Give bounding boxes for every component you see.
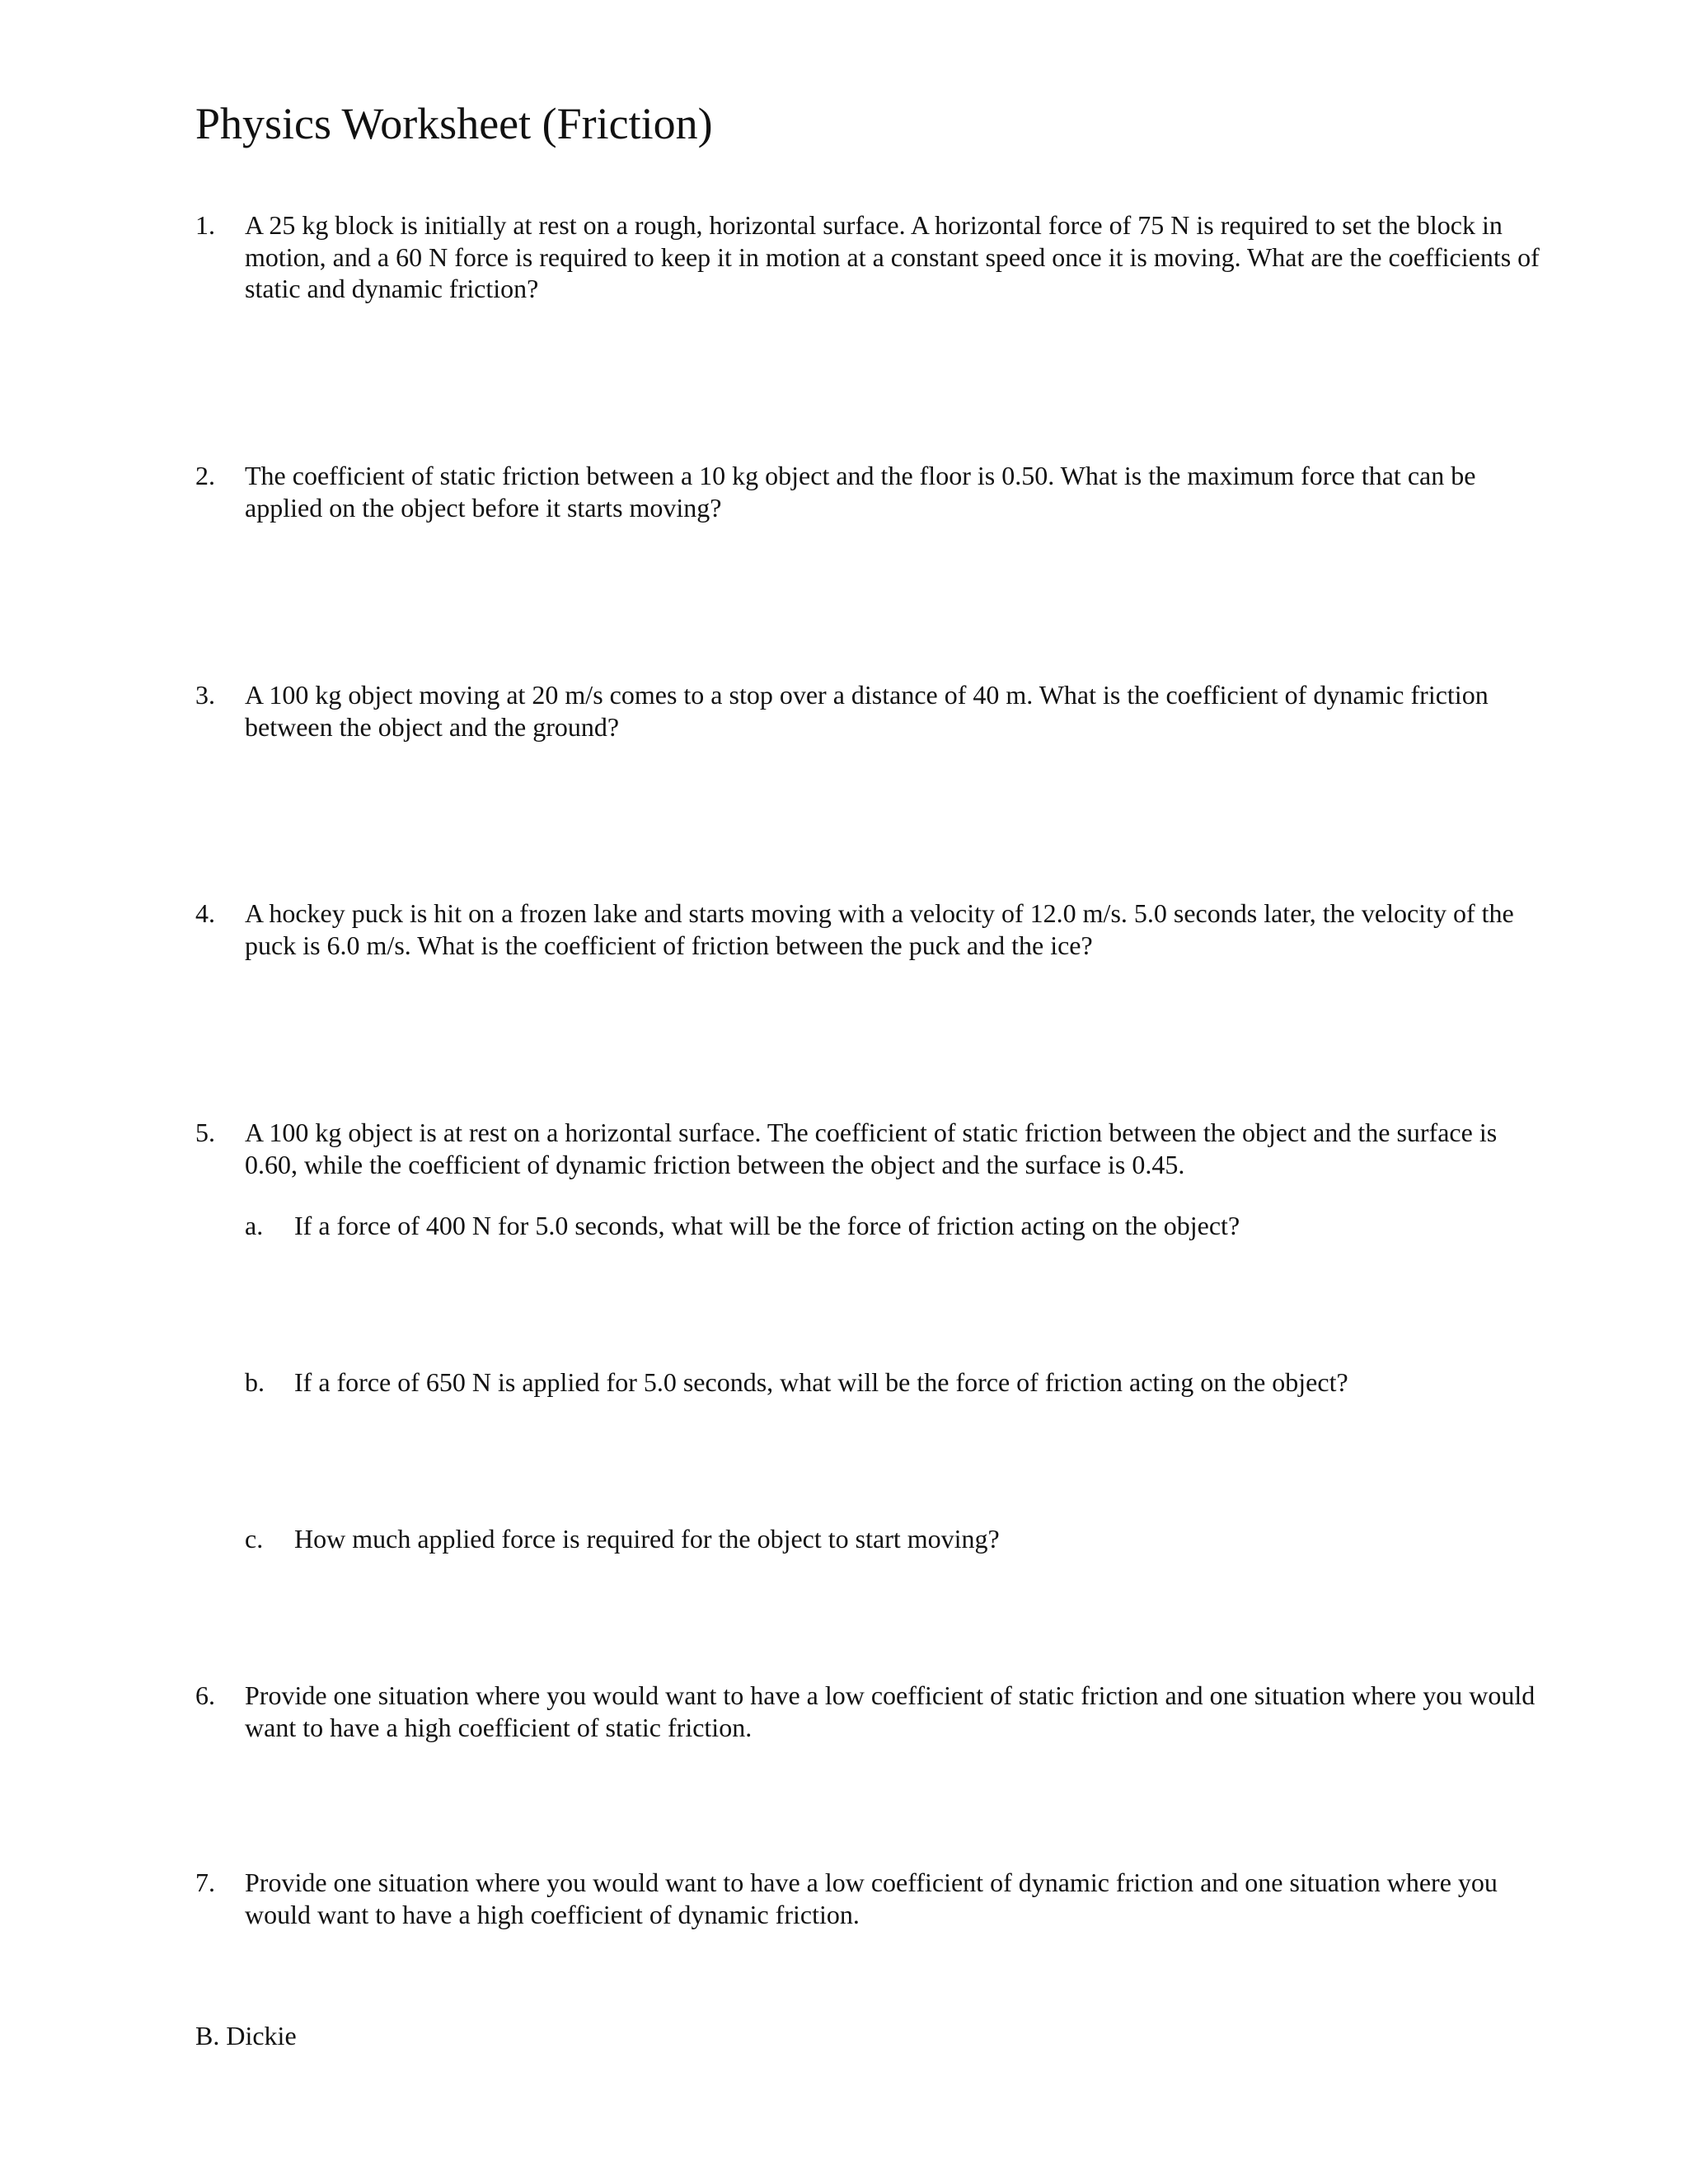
- question-5: [195, 1117, 1547, 1180]
- question-number: 5.: [195, 1118, 215, 1147]
- question-6: [195, 1680, 1547, 1743]
- question-number: 1.: [195, 210, 215, 240]
- question-number: 4.: [195, 898, 215, 928]
- question-number: 2.: [195, 461, 215, 490]
- question-5-part-b: [245, 1366, 1547, 1399]
- question-1: [195, 209, 1547, 305]
- question-text: A 100 kg object is at rest on a horizontal surface. The coefficient of static friction between the object and the surface is 0.60, while the coefficient of dynamic friction between the object and the surface is 0.45.: [245, 1118, 1498, 1179]
- question-7: [195, 1867, 1547, 1930]
- part-letter: b.: [245, 1367, 265, 1397]
- question-text: The coefficient of static friction between a 10 kg object and the floor is 0.50. What is the maximum force that can be applied on the object before it starts moving?: [245, 461, 1476, 523]
- question-text: A hockey puck is hit on a frozen lake and starts moving with a velocity of 12.0 m/s. 5.0 seconds later, the velocity of the puck is 6.0 m/s. What is the coefficient of friction between the puck and the ice?: [245, 898, 1514, 960]
- question-number: 7.: [195, 1868, 215, 1897]
- question-4: [195, 898, 1547, 961]
- question-number: 6.: [195, 1680, 215, 1710]
- question-text: A 100 kg object moving at 20 m/s comes to a stop over a distance of 40 m. What is the coefficient of dynamic friction between the object and the ground?: [245, 680, 1489, 742]
- page-title: Physics Worksheet (Friction): [195, 99, 713, 148]
- question-text: Provide one situation where you would want to have a low coefficient of static friction and one situation where you would want to have a high coefficient of static friction.: [245, 1680, 1536, 1742]
- part-text: How much applied force is required for the object to start moving?: [294, 1524, 1000, 1554]
- part-letter: a.: [245, 1211, 264, 1240]
- question-5-part-a: [245, 1210, 1547, 1242]
- part-text: If a force of 400 N for 5.0 seconds, what will be the force of friction acting on the object?: [294, 1211, 1240, 1240]
- question-text: Provide one situation where you would want to have a low coefficient of dynamic friction and one situation where you would want to have a high coefficient of dynamic friction.: [245, 1868, 1498, 1929]
- question-text: A 25 kg block is initially at rest on a rough, horizontal surface. A horizontal force of 75 N is required to set the block in motion, and a 60 N force is required to keep it in motion at a constant speed once it is moving. What are the coefficients of static and dynamic friction?: [245, 210, 1540, 303]
- question-3: [195, 679, 1547, 743]
- question-number: 3.: [195, 680, 215, 710]
- part-text: If a force of 650 N is applied for 5.0 seconds, what will be the force of friction acting on the object?: [294, 1367, 1348, 1397]
- question-2: [195, 460, 1547, 523]
- question-5-part-c: [245, 1523, 1547, 1555]
- part-letter: c.: [245, 1524, 264, 1554]
- author-footer: B. Dickie: [195, 2021, 297, 2050]
